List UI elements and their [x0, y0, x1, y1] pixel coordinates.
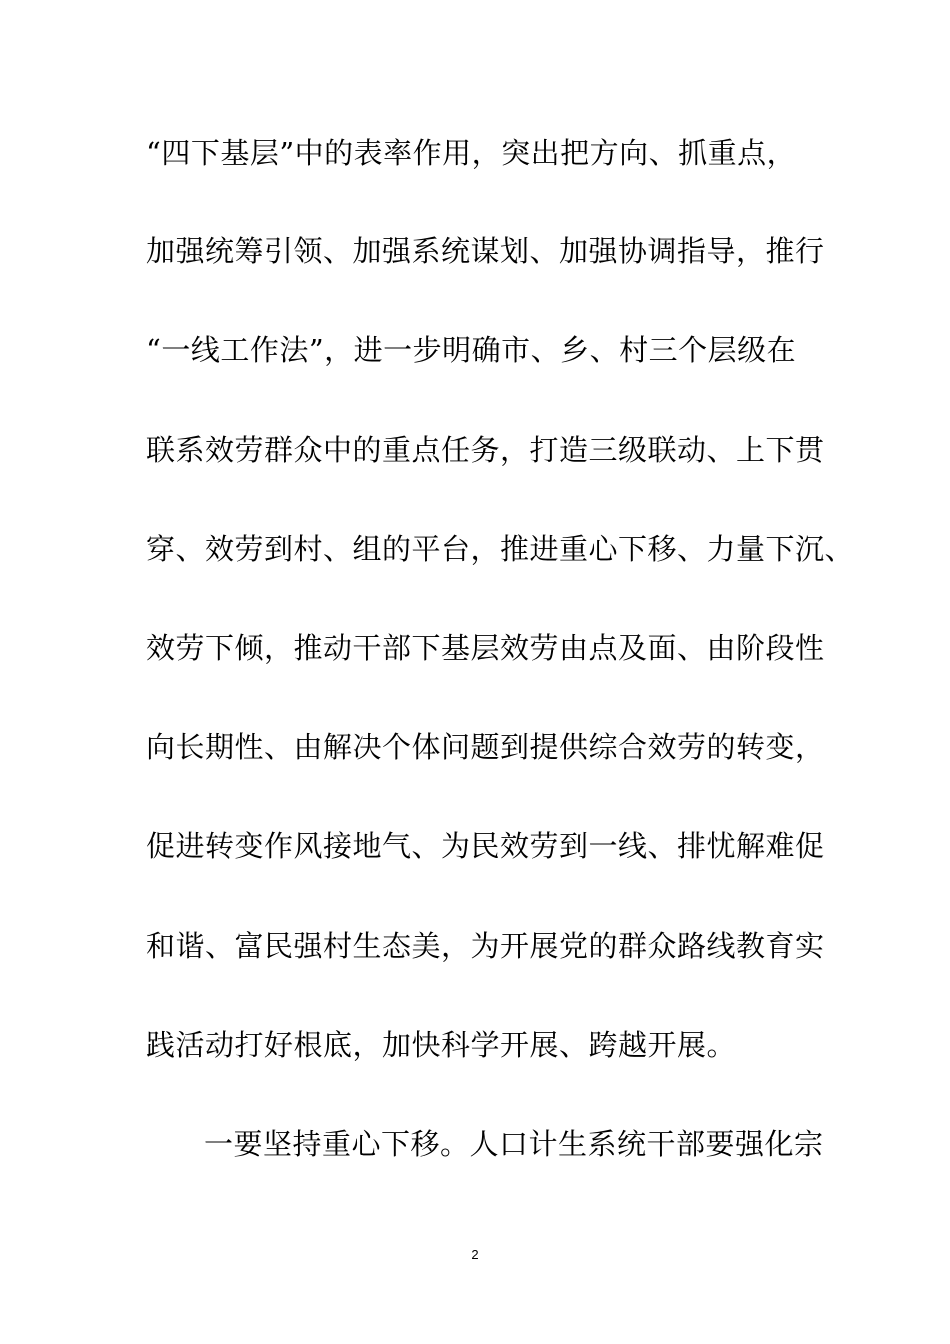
text-line-2: 加强统筹引领、加强系统谋划、加强协调指导，推行 — [146, 234, 825, 268]
text-line-9: 和谐、富民强村生态美，为开展党的群众路线教育实 — [146, 929, 825, 963]
text-line-1: “四下基层”中的表率作用，突出把方向、抓重点， — [146, 136, 797, 170]
text-line-8: 促进转变作风接地气、为民效劳到一线、排忧解难促 — [146, 829, 825, 863]
text-line-5: 穿、效劳到村、组的平台，推进重心下移、力量下沉、 — [146, 532, 855, 566]
text-line-3: “一线工作法”，进一步明确市、乡、村三个层级在 — [146, 333, 797, 367]
text-line-7: 向长期性、由解决个体问题到提供综合效劳的转变， — [146, 730, 825, 764]
text-line-6: 效劳下倾，推动干部下基层效劳由点及面、由阶段性 — [146, 631, 825, 665]
text-line-10: 践活动打好根底，加快科学开展、跨越开展。 — [146, 1028, 737, 1062]
text-line-4: 联系效劳群众中的重点任务，打造三级联动、上下贯 — [146, 433, 825, 467]
page-number: 2 — [471, 1247, 479, 1262]
text-line-11: 一要坚持重心下移。人口计生系统干部要强化宗 — [204, 1127, 824, 1161]
